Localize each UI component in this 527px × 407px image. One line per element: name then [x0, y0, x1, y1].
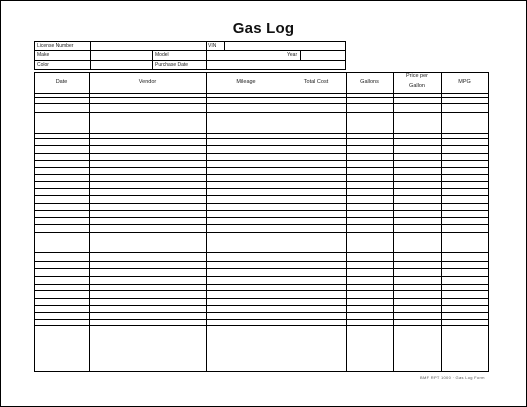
purchase-date-label: Purchase Date: [155, 62, 189, 68]
table-row-line: [34, 210, 489, 211]
table-row-line: [34, 276, 489, 277]
form-code: BMF RPT 1000 · Gas Log Form: [420, 375, 485, 380]
license-number-label: License Number: [37, 43, 74, 49]
col-header-vendor: Vendor: [138, 79, 157, 85]
table-row-line: [34, 224, 489, 225]
table-row-line: [34, 97, 489, 98]
table-row-line: [34, 305, 489, 306]
table-row-line: [34, 325, 489, 326]
table-row-line: [34, 319, 489, 320]
year-label: Year: [287, 52, 298, 58]
table-row-line: [34, 312, 489, 313]
table-row-line: [34, 181, 489, 182]
vin-label: VIN: [208, 43, 217, 49]
table-row-line: [34, 298, 489, 299]
table-row-line: [34, 261, 489, 262]
table-row-line: [34, 203, 489, 204]
table-row-line: [34, 252, 489, 253]
col-header-gallons: Gallons: [360, 79, 379, 85]
table-row-line: [34, 167, 489, 168]
table-row-line: [34, 284, 489, 285]
table-row-line: [34, 174, 489, 175]
col-header-price-per-gallon-line1: Price per: [405, 73, 428, 79]
table-row-line: [34, 138, 489, 139]
col-header-date: Date: [55, 79, 68, 85]
table-row-line: [34, 112, 489, 113]
table-row-line: [34, 188, 489, 189]
page-title: Gas Log: [232, 20, 295, 37]
color-label: Color: [37, 62, 49, 68]
table-row-line: [34, 217, 489, 218]
table-row-line: [34, 103, 489, 104]
col-header-mpg: MPG: [458, 79, 471, 85]
col-header-total-cost: Total Cost: [303, 79, 329, 85]
table-row-line: [34, 290, 489, 291]
model-label: Model: [155, 52, 169, 58]
make-label: Make: [37, 52, 50, 58]
col-header-price-per-gallon-line2: Gallon: [409, 83, 425, 89]
table-row-line: [34, 153, 489, 154]
table-row-line: [34, 133, 489, 134]
table-row-line: [34, 232, 489, 233]
table-row-line: [34, 268, 489, 269]
table-row-line: [34, 160, 489, 161]
col-header-mileage: Mileage: [236, 79, 256, 85]
table-row-line: [34, 145, 489, 146]
table-row-line: [34, 195, 489, 196]
